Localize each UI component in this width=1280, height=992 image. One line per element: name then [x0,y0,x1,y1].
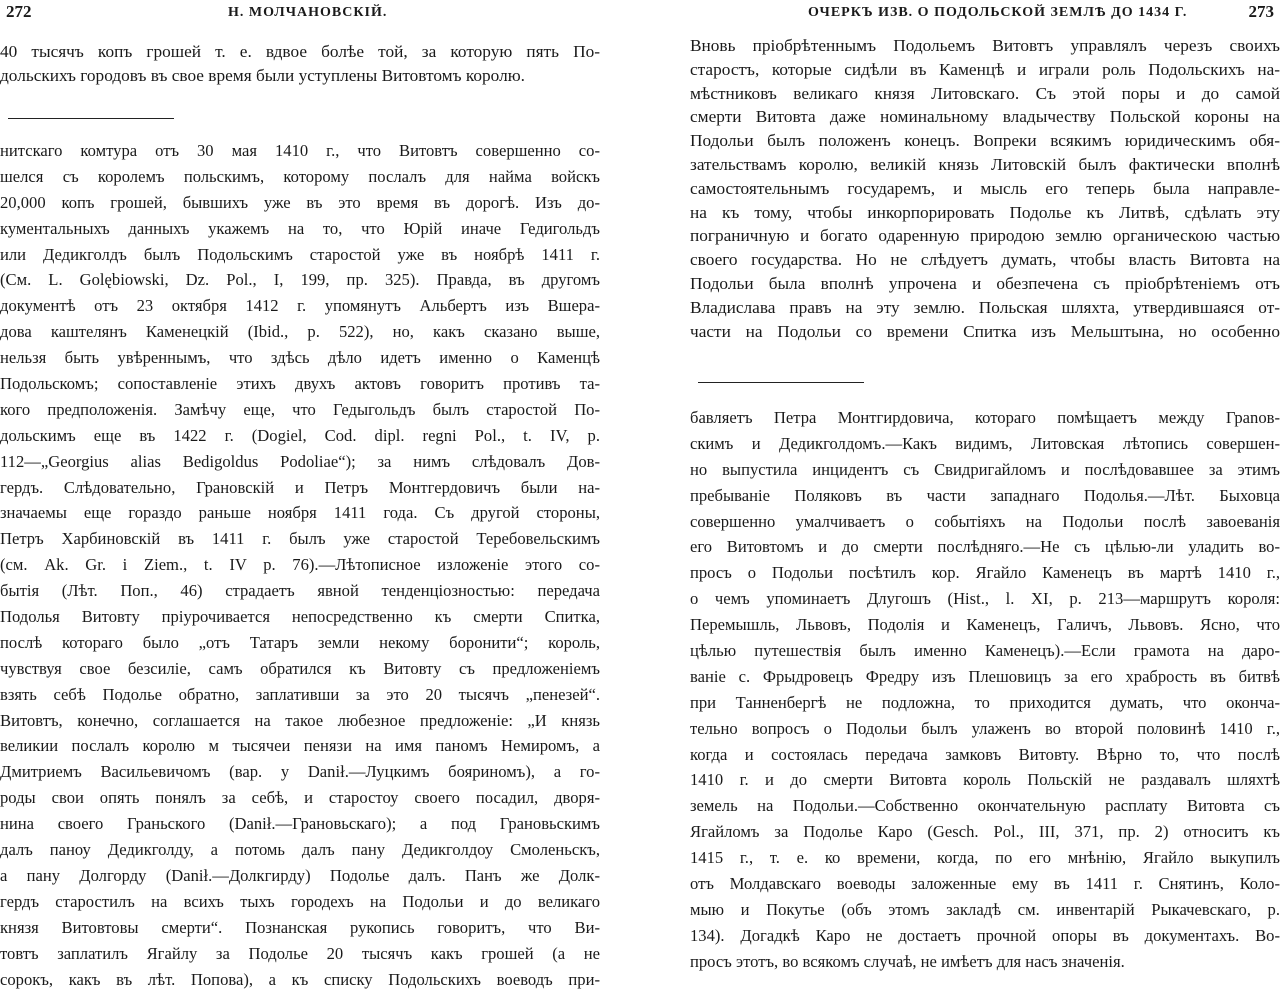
footnote-line: просъ о Подольи посѣтилъ кор. Ягайло Каменецъ въ мартѣ 1410 г., [690,560,1280,586]
footnote-line: дольскимъ еще въ 1422 г. (Dogiel, Cod. dipl. regni Pol., t. IV, p. [0,423,600,449]
right-page [690,0,1280,967]
main-text [690,34,1280,343]
footnote-line: кументальныхъ данныхъ укажемъ на то, что Юрій иначе Гедигольдъ [0,216,600,242]
footnote-line: документѣ отъ 23 октября 1412 г. упомянутъ Альбертъ изъ Вшера- [0,293,600,319]
footnote-line: бавляетъ Петра Монтгирдовича, котораго помѣщаетъ между Грanов- [690,405,1280,431]
text-line: дольскихъ городовъ въ свое время были уступлены Витовтомъ королю. [0,64,600,88]
page-number: 272 [6,2,32,22]
footnote-line: земель на Подольи.—Собственно окончательную расплату Витовта съ [690,793,1280,819]
footnote [690,405,1280,975]
text-line: смерти Витовта даже номинальному владычеству Польской короны на [690,105,1280,129]
text-line: Вновь пріобрѣтеннымъ Подольемъ Витовтъ управлялъ черезъ своихъ [690,34,1280,58]
footnote-line: ваніе с. Фрыдровецъ Фредру изъ Плешовицъ за его храбрость въ битвѣ [690,664,1280,690]
text-line: Подольи былъ положенъ конецъ. Вопреки всякимъ юридическимъ обя- [690,129,1280,153]
footnote-line: (См. L. Golębiowski, Dz. Pol., I, 199, пр. 325). Правда, въ другомъ [0,267,600,293]
main-text [0,40,600,88]
footnote-line: нитскаго комтура отъ 30 мая 1410 г., что Витовтъ совершенно со- [0,138,600,164]
footnote-line: 1410 г. и до смерти Витовта король Польскій не раздавалъ шляхтѣ [690,767,1280,793]
footnote-line: когда и состоялась передача замковъ Витовту. Вѣрно то, что послѣ [690,742,1280,768]
footnote-line: далъ паноу Дедикголду, а потомь далъ пану Дедикголдоу Смоленьскъ, [0,837,600,863]
text-line: Владислава правъ на эту землю. Польская шляхта, утвердившаяся от- [690,296,1280,320]
footnote-line: нельзя быть увѣреннымъ, что здѣсь дѣло идетъ именно о Каменцѣ [0,345,600,371]
footnote-line: отъ Молдавскаго воеводы заложенные ему въ 1411 г. Снятинъ, Коло- [690,871,1280,897]
footnote-line: пребываніе Поляковъ въ части западнаго Подолья.—Лѣт. Быховца [690,483,1280,509]
footnote-line: цѣлью путешествія былъ именно Каменецъ).—Если грамота на даро- [690,638,1280,664]
footnote-line: чувствуя свое безсиліе, самъ обратился къ Витовту съ предложеніемъ [0,656,600,682]
footnote-line: бытія (Лѣт. Поп., 46) страдаетъ явной тенденціозностью: передача [0,578,600,604]
text-line: пограничную и богато одаренную природою землю органическою частью [690,224,1280,248]
footnote-line: скимъ и Дедикголдомъ.—Какъ видимъ, Литовская лѣтопись совершен- [690,431,1280,457]
footnote-line: гердъ старостилъ на всихъ тыхъ городехъ на Подольи и до великаго [0,889,600,915]
footnote-line: шелся съ королемъ польскимъ, которому послалъ для найма войскъ [0,164,600,190]
footnote-line: 1415 г., т. е. ко времени, когда, по его мнѣнію, Ягайло выкупилъ [690,845,1280,871]
left-page [0,0,600,967]
text-line: зательствамъ королю, великій князь Литовскій былъ фактически вполнѣ [690,153,1280,177]
page-number: 273 [1249,2,1275,22]
footnote-line: 20,000 копъ грошей, бывшихъ уже въ это время въ дорогѣ. Изъ до- [0,190,600,216]
footnote-line: кого предположенія. Замѣчу еще, что Гедыгольдъ былъ старостой По- [0,397,600,423]
footnote-line: 134). Догадкѣ Каро не достаетъ прочной опоры въ документахъ. Во- [690,923,1280,949]
text-line: 40 тысячъ копъ грошей т. е. вдвое болѣе той, за которую пять По- [0,40,600,64]
running-header [0,2,600,26]
footnote-line: дова каштелянъ Каменецкій (Ibid., p. 522), но, какъ сказано выше, [0,319,600,345]
footnote-line: Петръ Харбиновскій въ 1411 г. былъ уже старостой Теребовельскимъ [0,526,600,552]
footnote-line: а пану Долгорду (Danił.—Долкгирду) Подолье далъ. Панъ же Долк- [0,863,600,889]
footnote-line: о чемъ упоминаетъ Длугошъ (Hist., l. XI, p. 213—маршрутъ короля: [690,586,1280,612]
footnote-line: тельно вопросъ о Подольи былъ улаженъ во второй половинѣ 1410 г., [690,716,1280,742]
footnote-rule [698,382,864,383]
footnote-line: значаемы еще гораздо раньше ноября 1411 года. Съ другой стороны, [0,500,600,526]
text-line: своего государства. Но не слѣдуетъ думать, чтобы власть Витовта на [690,248,1280,272]
footnote-line: Дмитриемъ Васильевичомъ (вар. у Danił.—Луцкимъ бояриномъ), а го- [0,759,600,785]
text-line: Подольи была вполнѣ упрочена и обезпечена съ пріобрѣтеніемъ отъ [690,272,1280,296]
footnote-line: Подолья Витовту пріурочивается непосредственно къ смерти Спитка, [0,604,600,630]
footnote-line: роды свои опять понялъ за себѣ, и старостоу своего посадил, дворя- [0,785,600,811]
footnote [0,138,600,992]
running-header [690,2,1280,26]
footnote-line: мыю и Покутье (объ этомъ закладѣ см. инвентарій Рыкачевскаго, р. [690,897,1280,923]
footnote-line: товтъ заплатилъ Ягайлу за Подолье 20 тысячъ какъ грошей (а не [0,941,600,967]
footnote-line: просъ этотъ, во всякомъ случаѣ, не имѣетъ для насъ значенія. [690,949,1280,975]
footnote-line: нина своего Граньского (Danił.—Грановьскаго); а под Грановьскимъ [0,811,600,837]
footnote-line: Ягайломъ за Подолье Каро (Gesch. Pol., III, 371, пр. 2) относитъ къ [690,819,1280,845]
text-line: самостоятельнымъ государемъ, и мысль его теперь была направле- [690,177,1280,201]
footnote-line: князя Витовтовы смерти“. Познанская рукопись говоритъ, что Ви- [0,915,600,941]
footnote-line: Подольскомъ; сопоставленіе этихъ двухъ актовъ говоритъ противъ та- [0,371,600,397]
footnote-line: 112—„Georgius alias Bedigoldus Podoliae“); за нимъ слѣдовалъ Дов- [0,449,600,475]
footnote-line: великии послалъ королю м тысячеи пенязи на имя паномъ Немиромъ, а [0,733,600,759]
text-line: на къ тому, чтобы инкорпорировать Подолье къ Литвѣ, сдѣлать эту [690,201,1280,225]
footnote-line: (см. Ak. Gr. i Ziem., t. IV p. 76).—Лѣтописное изложеніе этого со- [0,552,600,578]
footnote-line: взять себѣ Подолье обратно, заплативши за это 20 тысячъ „пенезей“. [0,682,600,708]
footnote-line: Перемышль, Львовъ, Подолія и Каменецъ, Галичъ, Львовъ. Ясно, что [690,612,1280,638]
text-line: мѣстниковъ великаго князя Литовскаго. Съ этой поры и до самой [690,82,1280,106]
footnote-line: но выпустила инцидентъ съ Свидригайломъ и послѣдовавшее за этимъ [690,457,1280,483]
footnote-line: его Витовтомъ и до смерти послѣдняго.—Не съ цѣлью-ли уладить во- [690,534,1280,560]
footnote-rule [8,118,174,119]
footnote-line: при Танненбергѣ не подложна, то приходится думать, что оконча- [690,690,1280,716]
footnote-line: Витовтъ, конечно, соглашается на такое любезное предложеніе: „И князь [0,708,600,734]
footnote-line: гердъ. Слѣдовательно, Грановскій и Петръ Монтгердовичъ были на- [0,475,600,501]
running-head-title: ОЧЕРКЪ ИЗВ. О ПОДОЛЬСКОЙ ЗЕМЛѢ ДО 1434 Г. [808,5,1187,21]
footnote-line: или Дедикголдъ былъ Подольскимъ старостой уже въ ноябрѣ 1411 г. [0,242,600,268]
footnote-line: сорокъ, какъ въ лѣт. Попова), а къ списку Подольскихъ воеводъ при- [0,967,600,992]
footnote-line: послѣ котораго было „отъ Татаръ земли некому боронити“; король, [0,630,600,656]
text-line: старостъ, которые сидѣли въ Каменцѣ и играли роль Подольскихъ на- [690,58,1280,82]
footnote-line: совершенно умалчиваетъ о событіяхъ на Подольи послѣ завоеванія [690,509,1280,535]
text-line: части на Подольи со времени Спитка изъ Мельштына, но особенно [690,320,1280,344]
running-head-title: Н. МОЛЧАНОВСКІЙ. [228,5,387,21]
